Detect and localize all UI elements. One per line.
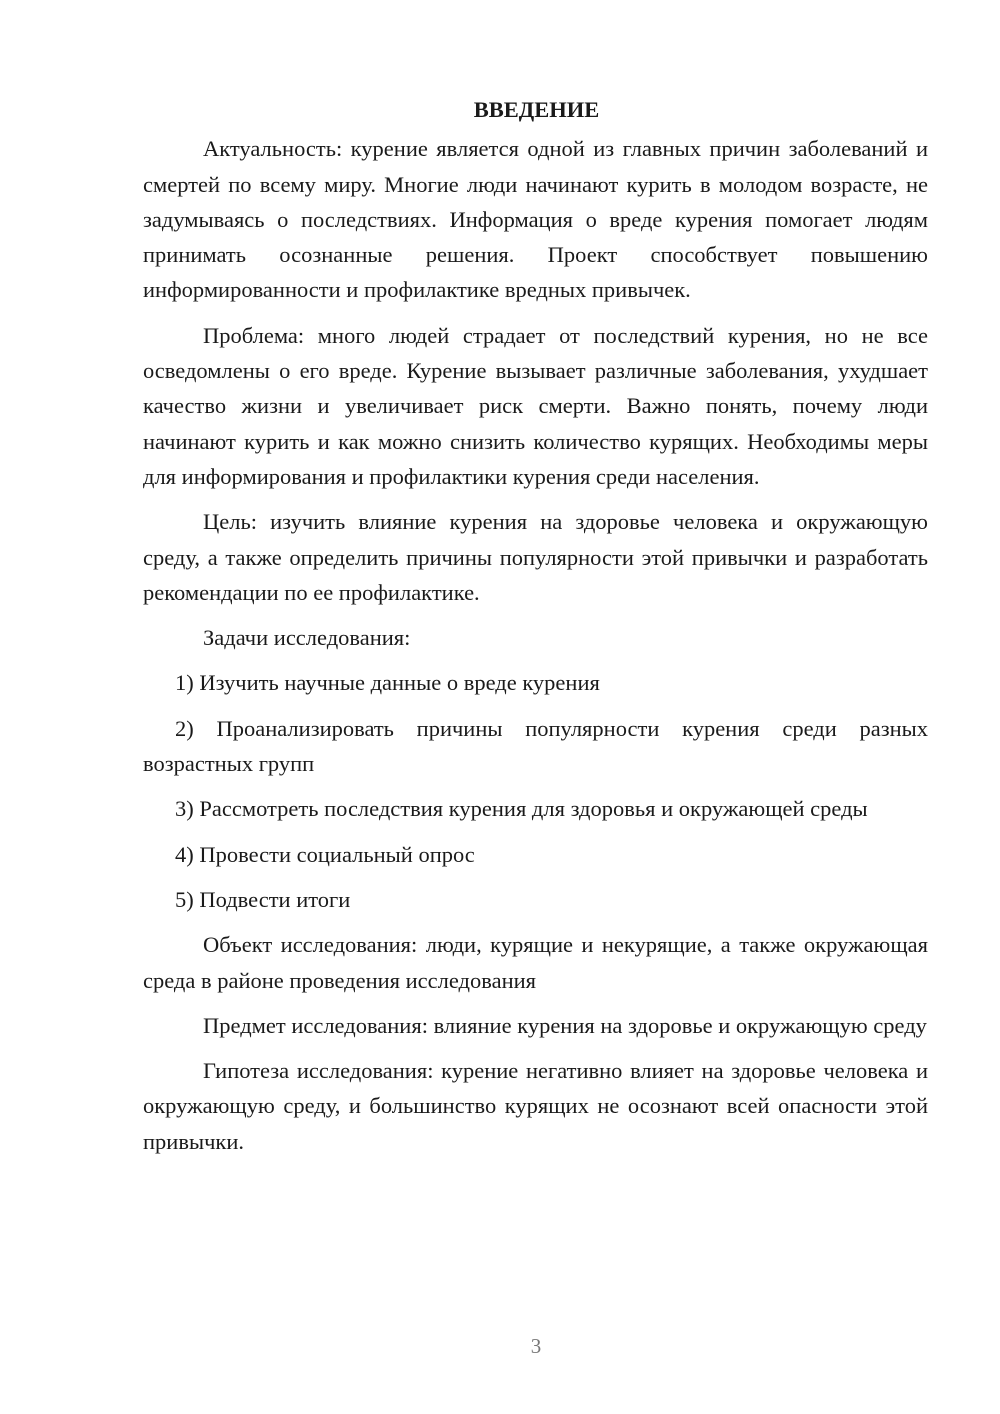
research-subject-paragraph: Предмет исследования: влияние курения на здоровье и окружающую среду — [203, 1012, 927, 1038]
relevance-paragraph: Актуальность: курение является одной из главных причин заболеваний и смертей по всему миру. Многие люди начинают курить в молодом возрасте, не задумываясь о последствиях. Информация о вреде курения помогает людям принимать осознанные решения. Проект способствует повышению информированности и профилактике вредных привычек. — [143, 136, 928, 303]
task-item: 2) Проанализировать причины популярности курения среди разных возрастных групп — [143, 715, 928, 777]
task-item: 3) Рассмотреть последствия курения для здоровья и окружающей среды — [175, 796, 868, 822]
task-item: 4) Провести социальный опрос — [175, 841, 475, 867]
document-page — [143, 92, 928, 1169]
problem-paragraph: Проблема: много людей страдает от последствий курения, но не все осведомлены о его вреде. Курение вызывает различные заболевания, ухудшает качество жизни и увеличивает риск смерти. Важно понять, почему люди начинают курить и как можно снизить количество курящих. Необходимы меры для информирования и профилактики курения среди населения. — [143, 322, 928, 489]
task-item: 5) Подвести итоги — [175, 886, 351, 912]
tasks-heading: Задачи исследования: — [203, 625, 411, 651]
page-number: 3 — [530, 1334, 542, 1358]
research-object-paragraph: Объект исследования: люди, курящие и некурящие, а также окружающая среда в районе проведения исследования — [143, 932, 928, 993]
hypothesis-paragraph: Гипотеза исследования: курение негативно влияет на здоровье человека и окружающую среду, и большинство курящих не осознают всей опасности этой привычки. — [143, 1058, 928, 1154]
task-item: 1) Изучить научные данные о вреде курения — [175, 670, 600, 696]
section-title: ВВЕДЕНИЕ — [473, 97, 600, 122]
goal-paragraph: Цель: изучить влияние курения на здоровье человека и окружающую среду, а также определить причины популярности этой привычки и разработать рекомендации по ее профилактике. — [143, 509, 928, 605]
